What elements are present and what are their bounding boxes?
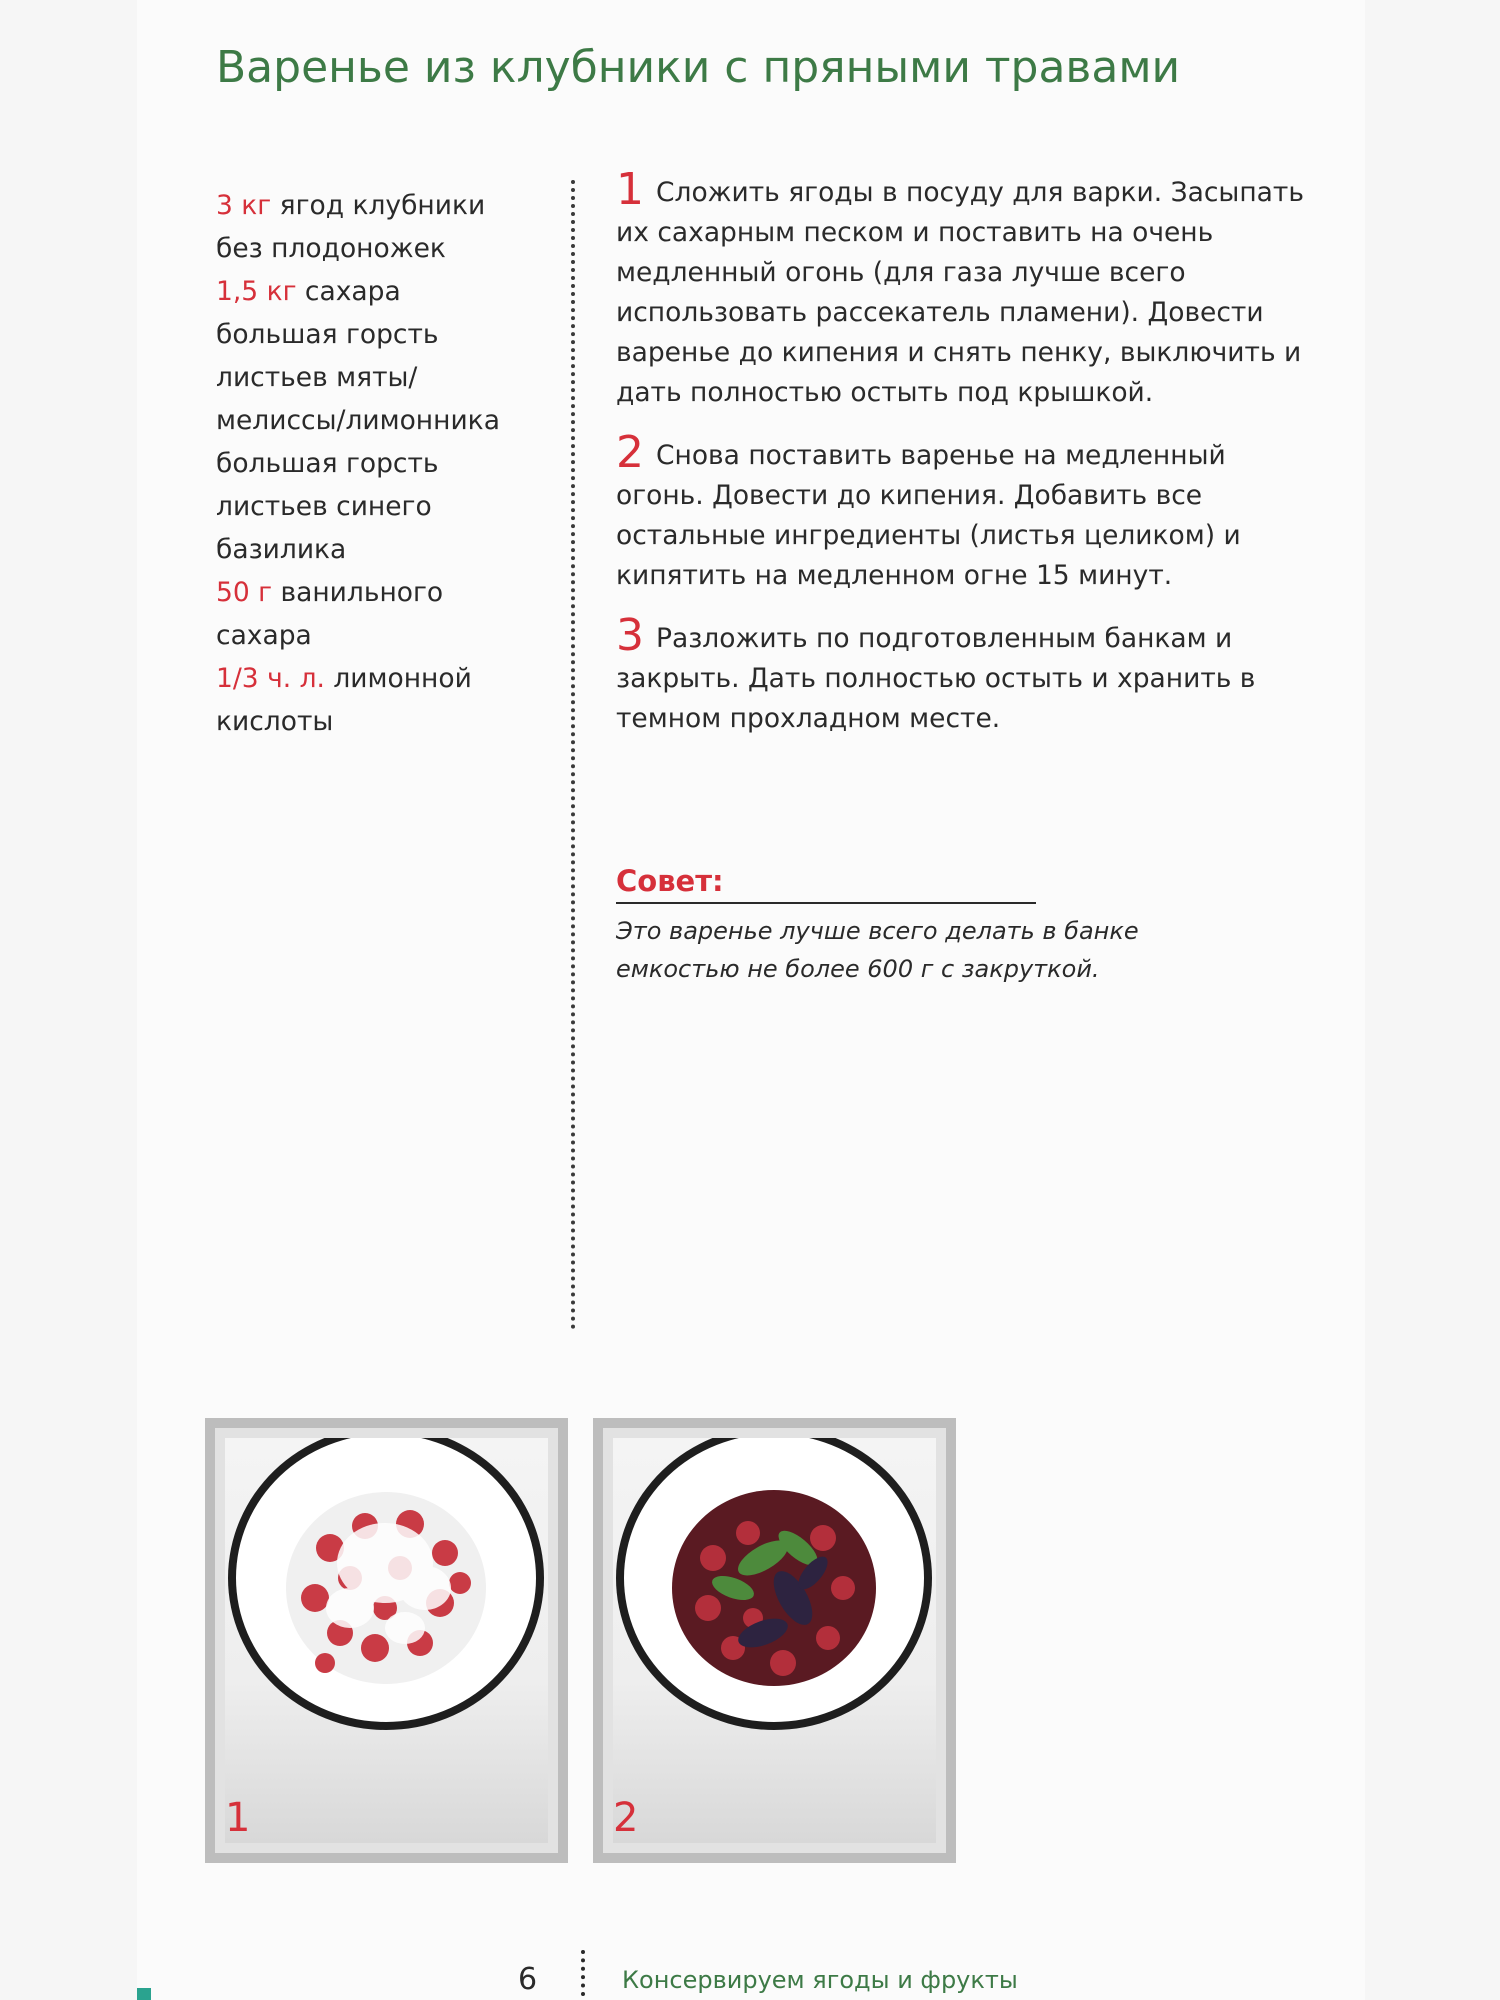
ingredient-line xyxy=(216,313,556,356)
ingredient-line xyxy=(216,571,556,614)
ingredient-line xyxy=(216,356,556,399)
ingredient-text: лимонной xyxy=(324,663,472,694)
photo-bowl-strawberries-sugar xyxy=(205,1418,568,1863)
photo-bowl-jam-herbs xyxy=(593,1418,956,1863)
steps-list xyxy=(616,164,1316,759)
ingredient-line xyxy=(216,700,556,743)
step xyxy=(616,164,1316,413)
ingredient-text: ягод клубники xyxy=(271,190,486,221)
step-number: 2 xyxy=(616,427,644,478)
step xyxy=(616,610,1316,739)
bowl-jam-herbs-illustration xyxy=(613,1438,936,1843)
ingredient-text: кислоты xyxy=(216,706,334,737)
section-title: Консервируем ягоды и фрукты xyxy=(622,1966,1018,1994)
photo-number: 1 xyxy=(225,1795,251,1841)
step-text: Разложить по подготовленным банкам и закрыть. Дать полностью остыть и хранить в темном прохладном месте. xyxy=(616,623,1256,734)
ingredient-quantity: 1/3 ч. л. xyxy=(216,663,325,694)
photo-number: 2 xyxy=(613,1795,639,1841)
tip-title: Совет: xyxy=(616,864,1036,904)
column-divider xyxy=(571,180,575,1330)
ingredient-line xyxy=(216,485,556,528)
step-number: 1 xyxy=(616,164,644,215)
ingredient-line xyxy=(216,184,556,227)
step-text: Снова поставить варенье на медленный огонь. Довести до кипения. Добавить все остальные ингредиенты (листья целиком) и кипятить на медленном огне 15 минут. xyxy=(616,440,1241,591)
ingredient-quantity: 3 кг xyxy=(216,190,272,221)
step xyxy=(616,427,1316,596)
ingredient-line xyxy=(216,657,556,700)
page-corner-tab xyxy=(137,1988,151,2000)
step-number: 3 xyxy=(616,610,644,661)
bowl-strawberries-sugar-illustration xyxy=(225,1438,548,1843)
ingredient-line xyxy=(216,528,556,571)
ingredient-text: листьев синего xyxy=(216,491,432,522)
ingredient-text: большая горсть xyxy=(216,319,439,350)
ingredient-quantity: 50 г xyxy=(216,577,273,608)
ingredient-line xyxy=(216,270,556,313)
ingredient-text: сахара xyxy=(296,276,401,307)
ingredient-quantity: 1,5 кг xyxy=(216,276,297,307)
page-number: 6 xyxy=(518,1962,538,1997)
ingredient-text: сахара xyxy=(216,620,312,651)
ingredient-line xyxy=(216,442,556,485)
step-text: Сложить ягоды в посуду для варки. Засыпать их сахарным песком и поставить на очень медленный огонь (для газа лучше всего использовать рассекатель пламени). Довести варенье до кипения и снять пенку, выключить и дать полностью остыть под крышкой. xyxy=(616,177,1304,408)
ingredients-list xyxy=(216,184,556,743)
ingredient-line xyxy=(216,614,556,657)
ingredient-text: ванильного xyxy=(272,577,444,608)
footer-divider xyxy=(581,1950,585,1996)
ingredient-text: без плодоножек xyxy=(216,233,446,264)
ingredient-line xyxy=(216,227,556,270)
ingredient-text: листьев мяты/ xyxy=(216,362,418,393)
ingredient-line xyxy=(216,399,556,442)
ingredient-text: мелиссы/лимонника xyxy=(216,405,500,436)
ingredient-text: большая горсть xyxy=(216,448,439,479)
tip-text: Это варенье лучше всего делать в банке емкостью не более 600 г с закруткой. xyxy=(616,917,1139,983)
ingredient-text: базилика xyxy=(216,534,347,565)
page-title: Варенье из клубники с пряными травами xyxy=(216,42,1181,93)
